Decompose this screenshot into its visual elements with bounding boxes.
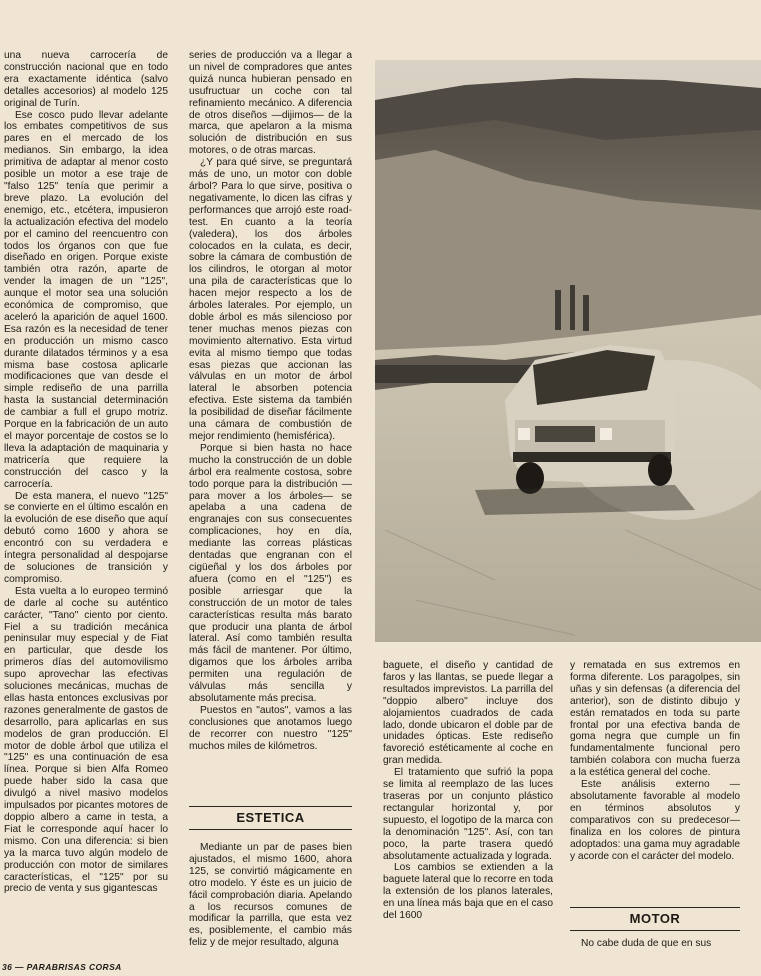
paragraph: Porque si bien hasta no hace mucho la construcción de un doble árbol era realmente costosa, sobre todo porque para la distribución —para mover a los árboles— se apelaba a una cadena de engranajes con sus consecuentes complicaciones, hoy en día, mediante las correas plásticas dentadas que engranan con el cigüeñal y los dos árboles por afuera (como en el "125") es posible arriesgar que la construcción de un motor de tales características resulta más barato que producir una planta de árbol lateral. Así como también resulta más fácil de mantener. Por último, digamos que los árboles arriba permiten una regulación de válvulas más sencilla y absolutamente más precisa. xyxy=(189,442,352,704)
paragraph: No cabe duda de que en sus xyxy=(581,938,712,949)
article-column-3 xyxy=(383,660,553,958)
article-column-4-lower xyxy=(570,938,740,958)
paragraph: ¿Y para qué sirve, se preguntará más de uno, un motor con doble árbol? Para lo que sirve, positiva o negativamente, lo dicen las cifras y performances que arrojó este road-test. En cuanto a la teoría (valedera), los dos árboles colocados en la culata, es decir, sobre la cámara de combustión de los cilindros, le otorgan al motor una pila de características que lo hacen mejor respecto a los de árboles laterales. Por ejemplo, un doble árbol es más silencioso por tener muchas menos piezas con movimiento alternativo. Esta virtud evita al mismo tiempo que todas esas piezas que accionan las válvulas en un motor de árbol lateral le absorben potencia efectiva. Este sistema da también la posibilidad de diseñar fácilmente una cámara de combustión de mejor rendimiento (hemisférica). xyxy=(189,157,352,442)
paragraph: Puestos en "autos", vamos a las conclusiones que anotamos luego de recorrer con nuestro "125" muchos miles de kilómetros. xyxy=(189,704,352,752)
car-on-dirt-road-illustration xyxy=(375,60,761,642)
rally-car-photo xyxy=(375,60,761,642)
paragraph: Los cambios se extienden a la baguete lateral que lo recorre en toda la extensión de los planos laterales, en una línea más baja que en el caso del 1600 xyxy=(383,862,553,922)
article-column-1 xyxy=(4,50,168,954)
section-heading-estetica: ESTETICA xyxy=(189,806,352,830)
paragraph: y rematada en sus extremos en forma diferente. Los paragolpes, sin uñas y sin defensas (a diferencia del anterior), son de distinto dibujo y están rematados en toda su parte frontal por una efectiva banda de goma negra que cumple un fin fundamentalmente funcional pero también colabora con mucha fuerza a la estética general del coche. xyxy=(570,660,740,779)
paragraph: series de producción va a llegar a un nivel de compradores que antes quizá nunca hubieran pensado en usufructuar un coche con tal refinamiento mecánico. A diferencia de otros diseños —dijimos— de la marca, que apelaron a la misma solución de distribución en sus motores, o de otras marcas. xyxy=(189,50,352,157)
paragraph: De esta manera, el nuevo "125" se convierte en el último escalón en la evolución de ese diseño que aquí debutó como 1600 y ahora se encontró con su verdadera e íntegra personalidad al despojarse de soluciones de transición y compromiso. xyxy=(4,490,168,585)
section-heading-motor: MOTOR xyxy=(570,907,740,931)
paragraph: Ese cosco pudo llevar adelante los embates competitivos de sus pares en el mercado de los medianos. Sin embargo, la idea primitiva de adaptar al menor costo posible un motor a ese traje de "falso 125" tenía que perimir a breve plazo. La evolución del enemigo, etc., etcétera, impusieron la actualización efectiva del modelo por el camino del reencuentro con todos los órganos con que fue diseñado en origen. Porque existe también otra razón, aparte de vender la imagen de un "125", aunque el motor sea una solución económica de compromiso, que aceleró la aparición de aquel 1600. Esa razón es la necesidad de tener en producción un mismo casco durante dilatados términos y a esa misma base costosa aplicarle modificaciones que van desde el simple rediseño de una parrilla hasta la sustancial determinación de cambiar a full el grupo motriz. Porque en la fabricación de un auto el mayor porcentaje de costos se lo lleva la adaptación de maquinaria y matricería que requiere la construcción del casco y la carrocería. xyxy=(4,109,168,490)
paragraph: una nueva carrocería de construcción nacional que en todo era exactamente idéntica (salvo detalles accesorios) al modelo 125 original de Turín. xyxy=(4,50,168,109)
article-column-4 xyxy=(570,660,740,888)
paragraph: El tratamiento que sufrió la popa se limita al reemplazo de las luces traseras por un conjunto plástico rectangular horizontal y, por supuesto, el logotipo de la marca con la denominación "125". Así, con tan poco, la parte trasera quedó absolutamente actualizada y lograda. xyxy=(383,767,553,862)
article-column-2-lower xyxy=(189,842,352,958)
paragraph: baguete, el diseño y cantidad de faros y las llantas, se puede llegar a resultados imprevistos. La parrilla del "doppio albero" incluye dos alojamientos cuadrados de cada lado, donde ubicaron el doble par de unidades ópticas. Este rediseño favoreció estéticamente al coche en gran medida. xyxy=(383,660,553,767)
paragraph: Este análisis externo —absolutamente favorable al modelo en términos absolutos y comparativos con su predecesor— finaliza en los colores de pintura adoptados: una gama muy agradable y acorde con el carácter del modelo. xyxy=(570,779,740,862)
paragraph: Esta vuelta a lo europeo terminó de darle al coche su auténtico carácter, "Tano" ciento por ciento. Fiel a su tradición mecánica peninsular muy especial y de Fiat en particular, que desde los primeros días del automovilismo supo aprovechar las efectivas soluciones mecánicas, muchas de ellas hasta entonces exclusivas por razones generalmente de gastos de desarrollo, para aplicarlas en sus modelos de gran producción. El motor de doble árbol que utiliza el "125" es una continuación de esa línea. Porque si bien Alfa Romeo puede haber sido la casa que divulgó a nivel masivo modelos impulsados por picantes motores de doppio albero a came in testa, a Fiat le corresponde aquí hacer lo mismo. Con una diferencia: si bien ya la marca tuvo algún modelo de producción con motor de similares características, el "125" por su precio de venta y sus gigantescas xyxy=(4,585,168,895)
article-column-2 xyxy=(189,50,352,792)
page-footer: 36 — PARABRISAS CORSA xyxy=(2,962,122,972)
paragraph: Mediante un par de pases bien ajustados, el mismo 1600, ahora 125, se convirtió mágicamente en otro modelo. Y éste es un juicio de fácil comprobación diaria. Apelando a los recursos comunes de modificar la parrilla, que esta vez es, posiblemente, el cambio más feliz y de mejor resultado, alguna xyxy=(189,842,352,949)
